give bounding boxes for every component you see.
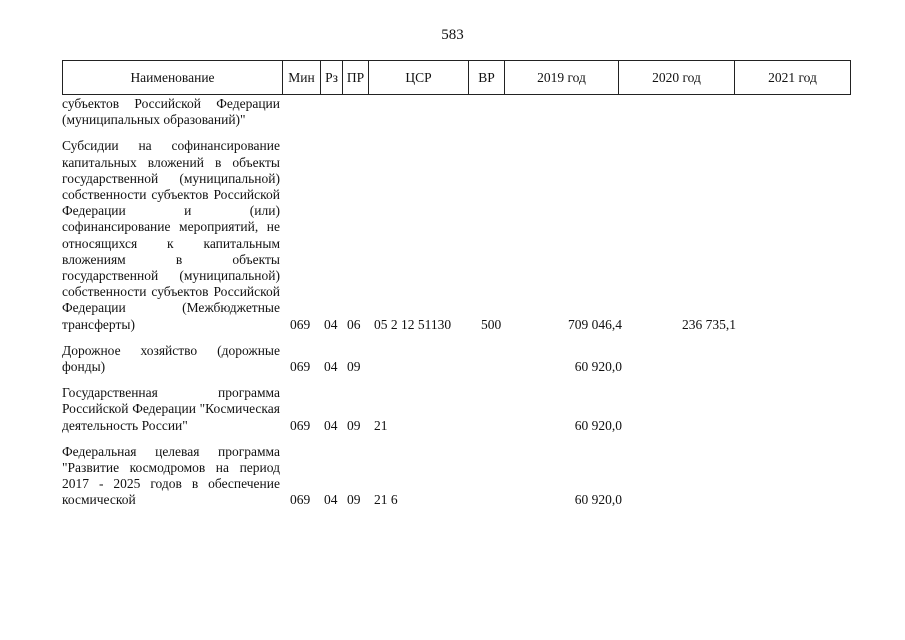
table-row	[62, 343, 852, 375]
row-2019: 60 920,0	[574, 359, 622, 375]
table-body	[62, 96, 852, 519]
row-pr: 06	[347, 316, 361, 332]
row-min: 069	[290, 417, 311, 433]
row-name: Государственная программа Российской Федерации "Космическая деятельность России"	[62, 385, 280, 433]
row-csr: 21 6	[374, 492, 398, 508]
row-rz: 04	[324, 417, 338, 433]
header-min: Мин	[283, 61, 321, 95]
row-csr: 21	[374, 417, 388, 433]
header-name: Наименование	[63, 61, 283, 95]
row-2019: 60 920,0	[574, 417, 622, 433]
row-name: Федеральная целевая программа "Развитие космодромов на период 2017 - 2025 годов в обеспечение космической	[62, 443, 280, 508]
header-2020: 2020 год	[619, 61, 735, 95]
row-name: Субсидии на софинансирование капитальных вложений в объекты государственной (муниципальной) собственности субъектов Российской Федерации и (или) софинансирование мероприятий, не относящихся к капитальным вложениям в объекты государственной (муниципальной) собственности субъектов Российской Федерации (Межбюджетные трансферты)	[62, 138, 280, 332]
header-csr: ЦСР	[369, 61, 469, 95]
row-vr: 500	[481, 316, 502, 332]
row-pr: 09	[347, 492, 361, 508]
row-2019: 60 920,0	[574, 492, 622, 508]
header-vr: ВР	[469, 61, 505, 95]
row-rz: 04	[324, 316, 338, 332]
row-rz: 04	[324, 359, 338, 375]
table-row	[62, 96, 852, 128]
row-min: 069	[290, 316, 311, 332]
header-2019: 2019 год	[505, 61, 619, 95]
row-2019: 709 046,4	[568, 316, 622, 332]
row-csr: 05 2 12 51130	[374, 316, 452, 332]
row-2020: 236 735,1	[682, 316, 736, 332]
row-pr: 09	[347, 417, 361, 433]
row-name: Дорожное хозяйство (дорожные фонды)	[62, 342, 280, 375]
page-number: 583	[441, 27, 464, 43]
row-rz: 04	[324, 492, 338, 508]
row-name: субъектов Российской Федерации (муниципальных образований)"	[62, 96, 280, 128]
header-rz: Рз	[321, 61, 343, 95]
table-header	[62, 60, 851, 95]
header-2021: 2021 год	[735, 61, 851, 95]
row-min: 069	[290, 492, 311, 508]
row-min: 069	[290, 359, 311, 375]
header-pr: ПР	[343, 61, 369, 95]
table-row	[62, 385, 852, 434]
row-pr: 09	[347, 359, 361, 375]
table-row	[62, 444, 852, 509]
table-row	[62, 138, 852, 332]
